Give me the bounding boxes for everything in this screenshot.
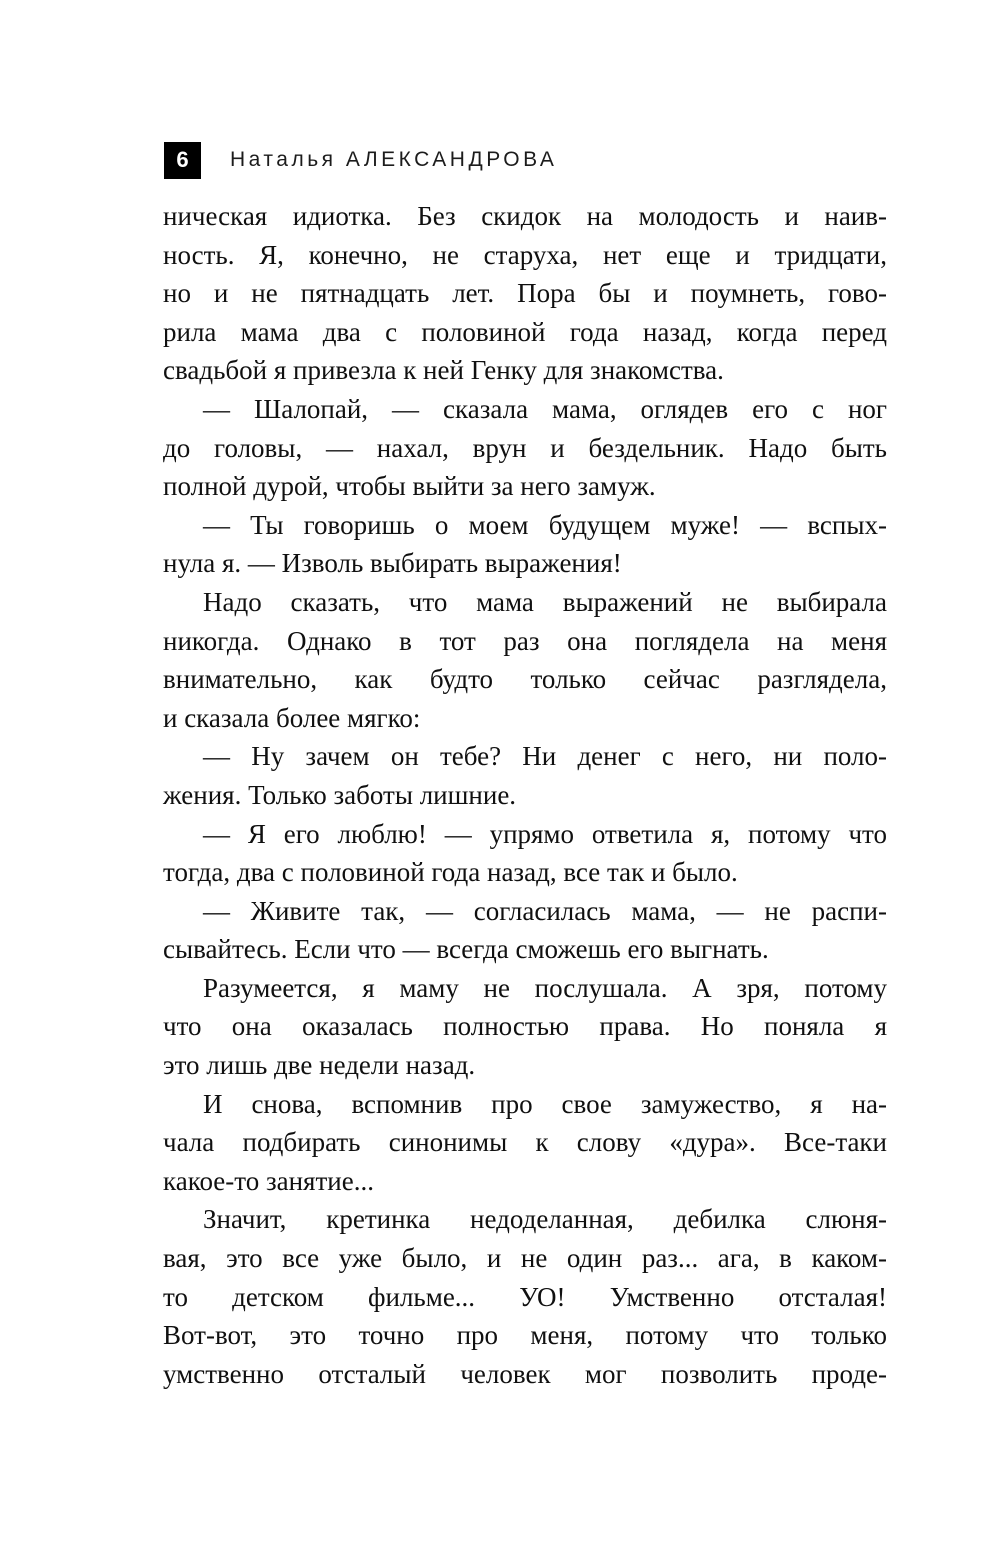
page-header xyxy=(164,141,886,179)
text-line: тогда, два с половиной года назад, все так и было. xyxy=(163,857,738,888)
text-line: чала подбирать синонимы к слову «дура». Все-таки xyxy=(163,1127,887,1158)
text-line: И снова, вспомнив про свое замужество, я на- xyxy=(203,1088,887,1119)
text-line: сывайтесь. Если что — всегда сможешь его выгнать. xyxy=(163,934,769,965)
text-line: Разумеется, я маму не послушала. А зря, потому xyxy=(203,972,887,1003)
paragraph xyxy=(163,506,887,583)
text-line: полной дурой, чтобы выйти за него замуж. xyxy=(163,471,656,502)
text-line: — Ну зачем он тебе? Ни денег с него, ни поло- xyxy=(203,741,887,772)
text-line: то детском фильме... УО! Умственно отсталая! xyxy=(163,1281,887,1312)
paragraph xyxy=(163,815,887,892)
text-line: жения. Только заботы лишние. xyxy=(163,779,517,810)
text-line: — Ты говоришь о моем будущем муже! — вспых- xyxy=(203,509,887,540)
paragraph xyxy=(163,197,887,390)
text-line: какое-то занятие... xyxy=(163,1165,374,1196)
text-line: ность. Я, конечно, не старуха, нет еще и тридцати, xyxy=(163,239,887,270)
text-line: вая, это все уже было, и не один раз... ага, в каком- xyxy=(163,1243,887,1274)
paragraph xyxy=(163,737,887,814)
paragraph xyxy=(163,583,887,737)
paragraph xyxy=(163,892,887,969)
body-text xyxy=(163,197,887,1393)
text-line: рила мама два с половиной года назад, когда перед xyxy=(163,316,887,347)
paragraph xyxy=(163,1200,887,1393)
text-line: что она оказалась полностью права. Но поняла я xyxy=(163,1011,887,1042)
text-line: ническая идиотка. Без скидок на молодость и наив- xyxy=(163,201,887,231)
text-line: и сказала более мягко: xyxy=(163,702,421,733)
text-line: свадьбой я привезла к ней Генку для знакомства. xyxy=(163,355,724,386)
text-line: внимательно, как будто только сейчас разглядела, xyxy=(163,664,887,695)
text-line: до головы, — нахал, врун и бездельник. Надо быть xyxy=(163,432,887,463)
text-line: — Шалопай, — сказала мама, оглядев его с ног xyxy=(203,393,887,424)
text-line: — Я его люблю! — упрямо ответила я, потому что xyxy=(203,818,887,849)
text-line: Значит, кретинка недоделанная, дебилка слюня- xyxy=(203,1204,887,1235)
text-line: Надо сказать, что мама выражений не выбирала xyxy=(203,586,887,617)
page-number-badge: 6 xyxy=(164,142,201,179)
paragraph xyxy=(163,969,887,1085)
text-line: умственно отсталый человек мог позволить проде- xyxy=(163,1358,887,1389)
text-line: Вот-вот, это точно про меня, потому что только xyxy=(163,1320,887,1351)
text-line: это лишь две недели назад. xyxy=(163,1050,476,1081)
paragraph xyxy=(163,390,887,506)
text-line: нула я. — Изволь выбирать выражения! xyxy=(163,548,622,579)
author-running-head: Наталья АЛЕКСАНДРОВА xyxy=(230,148,558,171)
text-line: никогда. Однако в тот раз она поглядела на меня xyxy=(163,625,887,656)
paragraph xyxy=(163,1085,887,1201)
text-line: — Живите так, — согласилась мама, — не распи- xyxy=(203,895,887,926)
text-line: но и не пятнадцать лет. Пора бы и поумнеть, гово- xyxy=(163,278,887,309)
